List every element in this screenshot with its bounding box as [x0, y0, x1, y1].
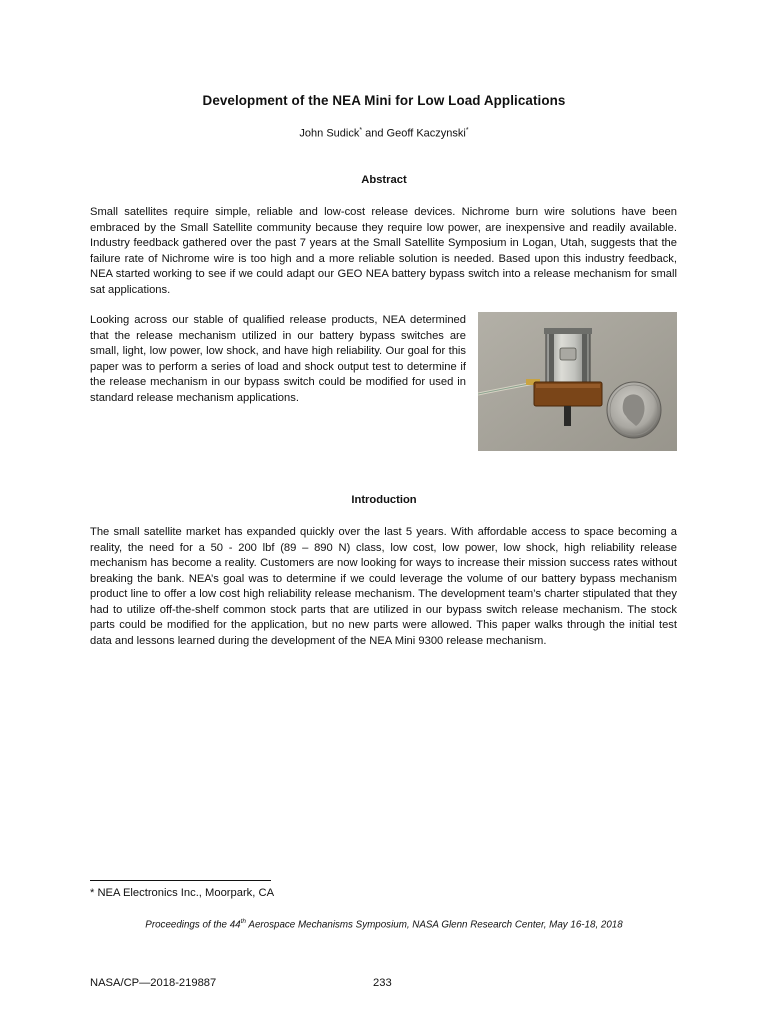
introduction-paragraph: The small satellite market has expanded quickly over the last 5 years. With affordable access to space becoming a reality, the need for a 50 - 200 lbf (89 – 890 N) class, low cost, low power, low shock, high reliability release mechanism has become a reality. Customers are now looking for ways to increase their mission success rates without breaking the bank. NEA’s goal was to determine if we could leverage the volume of our battery bypass mechanism product line to offer a low cost high reliability release mechanism. The development team’s charter stipulated that they had to utilize off-the-shelf common stock parts that are utilized in our bypass switch release mechanism. The stock parts could be modified for the application, but no new parts were allowed. This paper walks through the initial test data and lessons learned during the development of the NEA Mini 9300 release mechanism.	[90, 526, 677, 647]
release-pin	[564, 406, 571, 426]
proceedings-text-after: Aerospace Mechanisms Symposium, NASA Glenn Research Center, May 16-18, 2018	[246, 919, 623, 931]
abstract-paragraph-2: Looking across our stable of qualified release products, NEA determined that the release mechanism utilized in our battery bypass switches are small, light, low power, low shock, and have high reliability. Our goal for this paper was to perform a series of load and shock output test to determine if the release mechanism in our bypass switch could be modified for used in standard release mechanism applications.	[90, 314, 466, 404]
housing-highlight	[536, 384, 600, 388]
author-2: and Geoff Kaczynski	[362, 127, 466, 140]
abstract-paragraph-1: Small satellites require simple, reliable and low-cost release devices. Nichrome burn wire solutions have been embraced by the Small Satellite community because they require low power, are inexpensive and readily available. Industry feedback gathered over the past 7 years at the Small Satellite Symposium in Logan, Utah, suggests that the failure rate of Nichrome wire is too high and a more reliable solution is needed. Based upon this industry feedback, NEA started working to see if we could adapt our GEO NEA battery bypass switch into a release mechanism for small sat applications.	[90, 206, 677, 296]
mechanism-photo	[478, 312, 677, 451]
affiliation-footnote: * NEA Electronics Inc., Moorpark, CA	[90, 887, 275, 899]
introduction-heading: Introduction	[351, 494, 417, 506]
page-number: 233	[373, 977, 392, 989]
author-2-footnote-mark: *	[465, 127, 469, 134]
report-number: NASA/CP—2018-219887	[90, 977, 217, 989]
abstract-heading: Abstract	[361, 174, 407, 186]
proceedings-superscript: th	[240, 918, 247, 925]
mechanism-cap	[544, 328, 592, 334]
proceedings-text-before: Proceedings of the 44	[145, 919, 241, 931]
mechanism-post-right	[582, 330, 587, 386]
author-1: John Sudick	[299, 127, 360, 140]
footnote-divider	[90, 880, 271, 881]
author-1-footnote-mark: *	[359, 127, 363, 134]
author-line	[0, 127, 768, 140]
mechanism-post-left	[549, 330, 554, 386]
proceedings-citation	[0, 918, 768, 930]
paper-title: Development of the NEA Mini for Low Load Applications	[202, 93, 566, 108]
mechanism-spool	[560, 348, 576, 360]
